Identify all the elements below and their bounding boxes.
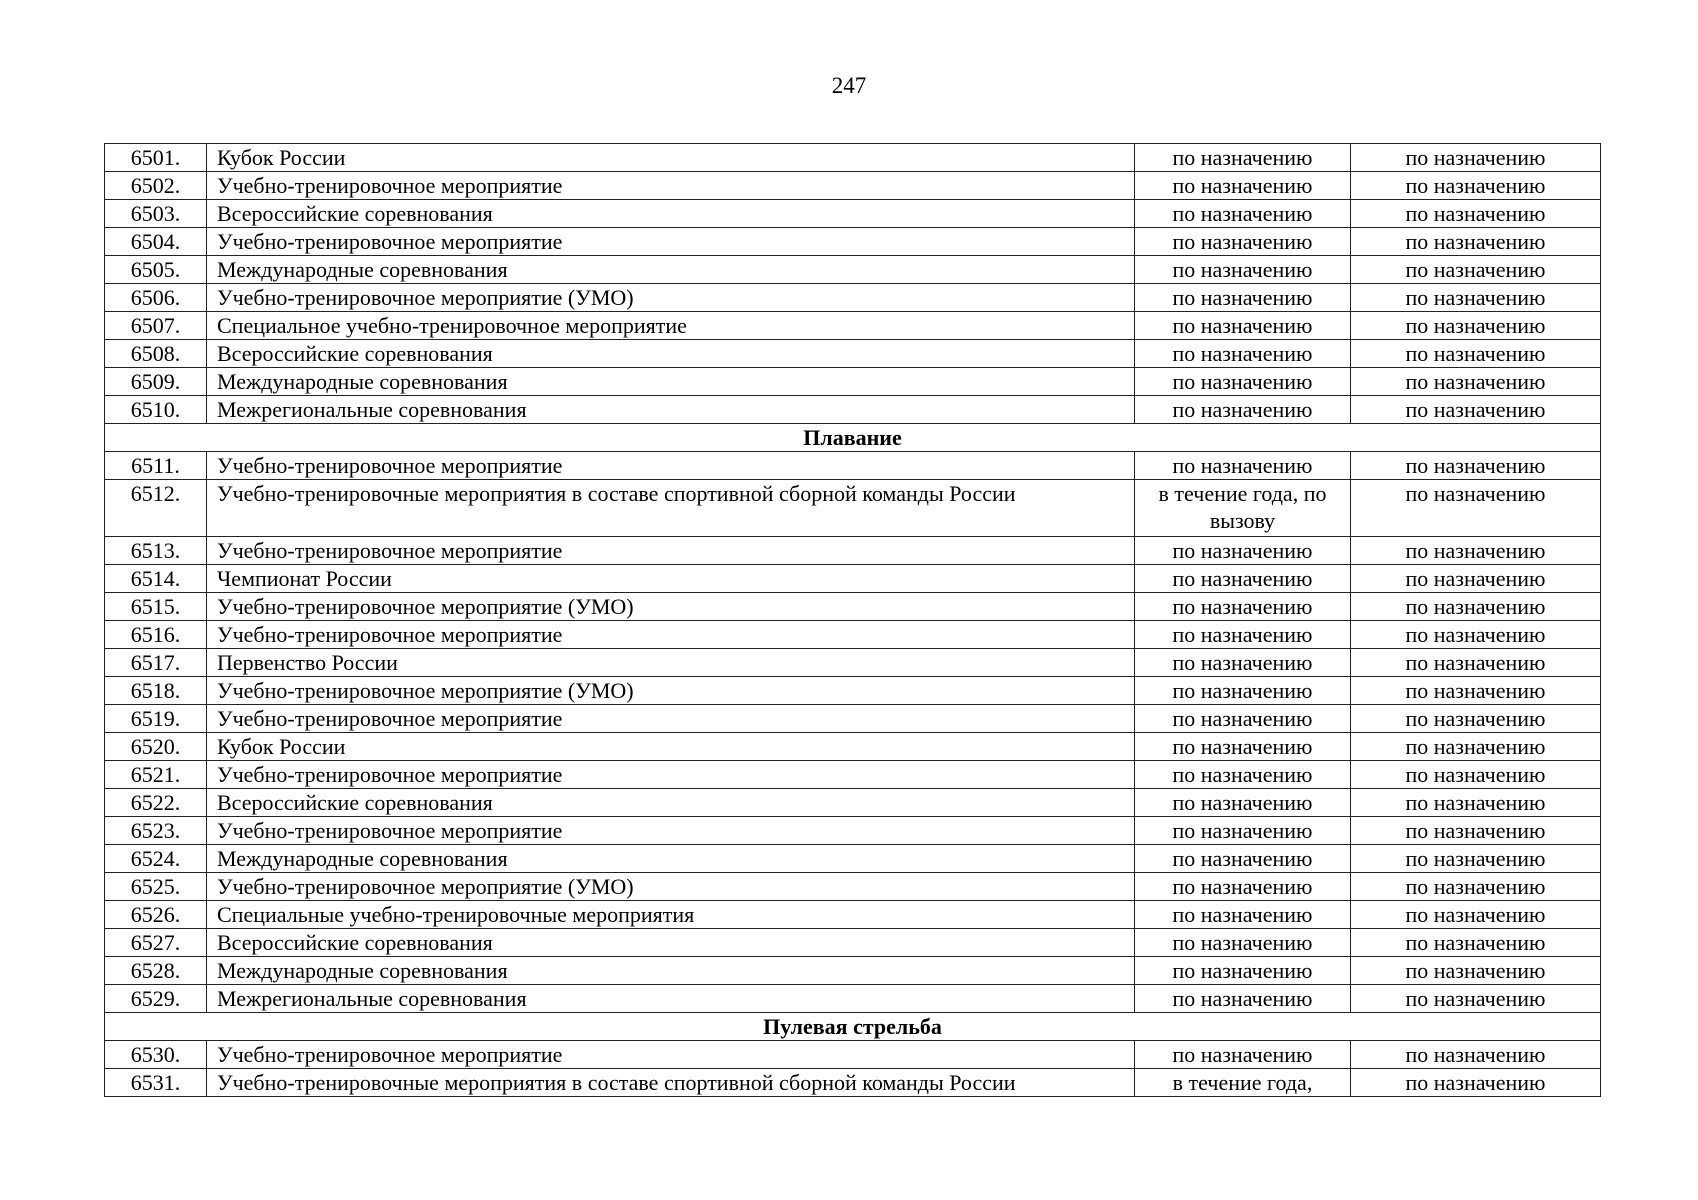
- event-date: по назначению: [1135, 340, 1351, 368]
- row-number: 6506.: [105, 284, 207, 312]
- table-body: [105, 144, 1601, 1097]
- event-date: по назначению: [1135, 1041, 1351, 1069]
- event-name: Межрегиональные соревнования: [207, 985, 1135, 1013]
- event-name: Учебно-тренировочное мероприятие: [207, 621, 1135, 649]
- table-row: [105, 480, 1601, 537]
- row-number: 6510.: [105, 396, 207, 424]
- section-header-row: [105, 1013, 1601, 1041]
- event-place: по назначению: [1351, 985, 1601, 1013]
- row-number: 6508.: [105, 340, 207, 368]
- table-row: [105, 761, 1601, 789]
- row-number: 6514.: [105, 565, 207, 593]
- row-number: 6509.: [105, 368, 207, 396]
- row-number: 6517.: [105, 649, 207, 677]
- event-name: Учебно-тренировочное мероприятие: [207, 761, 1135, 789]
- row-number: 6528.: [105, 957, 207, 985]
- table-row: [105, 537, 1601, 565]
- event-name: Чемпионат России: [207, 565, 1135, 593]
- row-number: 6519.: [105, 705, 207, 733]
- event-place: по назначению: [1351, 649, 1601, 677]
- row-number: 6501.: [105, 144, 207, 172]
- table-row: [105, 144, 1601, 172]
- event-date: по назначению: [1135, 817, 1351, 845]
- event-date: по назначению: [1135, 705, 1351, 733]
- event-place: по назначению: [1351, 761, 1601, 789]
- event-place: по назначению: [1351, 200, 1601, 228]
- table-row: [105, 452, 1601, 480]
- event-name: Всероссийские соревнования: [207, 929, 1135, 957]
- event-place: по назначению: [1351, 537, 1601, 565]
- table-row: [105, 368, 1601, 396]
- event-place: по назначению: [1351, 789, 1601, 817]
- table-row: [105, 284, 1601, 312]
- event-name: Учебно-тренировочное мероприятие: [207, 817, 1135, 845]
- event-place: по назначению: [1351, 565, 1601, 593]
- table-row: [105, 200, 1601, 228]
- event-name: Международные соревнования: [207, 368, 1135, 396]
- event-date: по назначению: [1135, 144, 1351, 172]
- row-number: 6525.: [105, 873, 207, 901]
- table-row: [105, 256, 1601, 284]
- event-name: Специальное учебно-тренировочное мероприятие: [207, 312, 1135, 340]
- event-place: по назначению: [1351, 312, 1601, 340]
- event-place: по назначению: [1351, 621, 1601, 649]
- event-name: Международные соревнования: [207, 845, 1135, 873]
- event-place: по назначению: [1351, 845, 1601, 873]
- event-date: по назначению: [1135, 593, 1351, 621]
- event-place: по назначению: [1351, 144, 1601, 172]
- row-number: 6522.: [105, 789, 207, 817]
- table-row: [105, 396, 1601, 424]
- event-date: по назначению: [1135, 845, 1351, 873]
- event-place: по назначению: [1351, 705, 1601, 733]
- event-place: по назначению: [1351, 817, 1601, 845]
- event-name: Учебно-тренировочные мероприятия в составе спортивной сборной команды России: [207, 1069, 1135, 1097]
- event-place: по назначению: [1351, 677, 1601, 705]
- event-date: по назначению: [1135, 565, 1351, 593]
- row-number: 6502.: [105, 172, 207, 200]
- section-title: Плавание: [105, 424, 1601, 452]
- event-date: по назначению: [1135, 537, 1351, 565]
- event-name: Первенство России: [207, 649, 1135, 677]
- events-table: [104, 143, 1601, 1097]
- event-date: по назначению: [1135, 985, 1351, 1013]
- row-number: 6512.: [105, 480, 207, 537]
- event-place: по назначению: [1351, 901, 1601, 929]
- event-date: по назначению: [1135, 957, 1351, 985]
- row-number: 6516.: [105, 621, 207, 649]
- row-number: 6529.: [105, 985, 207, 1013]
- event-date: по назначению: [1135, 901, 1351, 929]
- event-date: по назначению: [1135, 649, 1351, 677]
- event-place: по назначению: [1351, 733, 1601, 761]
- event-place: по назначению: [1351, 368, 1601, 396]
- event-date: по назначению: [1135, 929, 1351, 957]
- event-place: по назначению: [1351, 873, 1601, 901]
- table-row: [105, 340, 1601, 368]
- row-number: 6530.: [105, 1041, 207, 1069]
- event-date: по назначению: [1135, 789, 1351, 817]
- table-row: [105, 677, 1601, 705]
- event-name: Учебно-тренировочное мероприятие: [207, 1041, 1135, 1069]
- event-place: по назначению: [1351, 593, 1601, 621]
- event-date: в течение года,: [1135, 1069, 1351, 1097]
- event-place: по назначению: [1351, 1041, 1601, 1069]
- row-number: 6523.: [105, 817, 207, 845]
- row-number: 6515.: [105, 593, 207, 621]
- event-date: по назначению: [1135, 368, 1351, 396]
- event-place: по назначению: [1351, 340, 1601, 368]
- row-number: 6520.: [105, 733, 207, 761]
- event-place: по назначению: [1351, 929, 1601, 957]
- event-name: Учебно-тренировочное мероприятие (УМО): [207, 593, 1135, 621]
- table-row: [105, 649, 1601, 677]
- table-row: [105, 228, 1601, 256]
- event-place: по назначению: [1351, 172, 1601, 200]
- event-name: Учебно-тренировочное мероприятие: [207, 452, 1135, 480]
- table-row: [105, 621, 1601, 649]
- table-row: [105, 985, 1601, 1013]
- row-number: 6518.: [105, 677, 207, 705]
- event-name: Всероссийские соревнования: [207, 200, 1135, 228]
- row-number: 6505.: [105, 256, 207, 284]
- table-row: [105, 817, 1601, 845]
- table-row: [105, 1069, 1601, 1097]
- table-row: [105, 593, 1601, 621]
- event-name: Учебно-тренировочные мероприятия в составе спортивной сборной команды России: [207, 480, 1135, 537]
- event-name: Специальные учебно-тренировочные мероприятия: [207, 901, 1135, 929]
- event-date: по назначению: [1135, 200, 1351, 228]
- event-date: по назначению: [1135, 228, 1351, 256]
- event-name: Международные соревнования: [207, 957, 1135, 985]
- table-row: [105, 172, 1601, 200]
- event-date: по назначению: [1135, 733, 1351, 761]
- row-number: 6511.: [105, 452, 207, 480]
- row-number: 6513.: [105, 537, 207, 565]
- event-date: по назначению: [1135, 873, 1351, 901]
- row-number: 6527.: [105, 929, 207, 957]
- event-name: Учебно-тренировочное мероприятие: [207, 537, 1135, 565]
- event-name: Всероссийские соревнования: [207, 340, 1135, 368]
- event-date: по назначению: [1135, 396, 1351, 424]
- table-row: [105, 705, 1601, 733]
- table-row: [105, 957, 1601, 985]
- table-row: [105, 901, 1601, 929]
- event-place: по назначению: [1351, 480, 1601, 537]
- event-name: Учебно-тренировочное мероприятие (УМО): [207, 873, 1135, 901]
- page-number: 247: [831, 73, 867, 98]
- row-number: 6524.: [105, 845, 207, 873]
- row-number: 6531.: [105, 1069, 207, 1097]
- table-row: [105, 845, 1601, 873]
- event-name: Кубок России: [207, 144, 1135, 172]
- section-title: Пулевая стрельба: [105, 1013, 1601, 1041]
- event-date: в течение года, по вызову: [1135, 480, 1351, 537]
- table-row: [105, 312, 1601, 340]
- event-name: Учебно-тренировочное мероприятие: [207, 172, 1135, 200]
- row-number: 6507.: [105, 312, 207, 340]
- row-number: 6521.: [105, 761, 207, 789]
- event-name: Межрегиональные соревнования: [207, 396, 1135, 424]
- event-name: Учебно-тренировочное мероприятие (УМО): [207, 677, 1135, 705]
- event-date: по назначению: [1135, 312, 1351, 340]
- event-date: по назначению: [1135, 172, 1351, 200]
- event-place: по назначению: [1351, 396, 1601, 424]
- event-date: по назначению: [1135, 256, 1351, 284]
- event-name: Учебно-тренировочное мероприятие (УМО): [207, 284, 1135, 312]
- event-name: Учебно-тренировочное мероприятие: [207, 705, 1135, 733]
- event-place: по назначению: [1351, 957, 1601, 985]
- event-place: по назначению: [1351, 228, 1601, 256]
- event-name: Учебно-тренировочное мероприятие: [207, 228, 1135, 256]
- row-number: 6504.: [105, 228, 207, 256]
- event-name: Кубок России: [207, 733, 1135, 761]
- event-place: по назначению: [1351, 1069, 1601, 1097]
- table-row: [105, 1041, 1601, 1069]
- row-number: 6503.: [105, 200, 207, 228]
- table-row: [105, 789, 1601, 817]
- event-place: по назначению: [1351, 256, 1601, 284]
- event-date: по назначению: [1135, 621, 1351, 649]
- event-date: по назначению: [1135, 677, 1351, 705]
- event-date: по назначению: [1135, 761, 1351, 789]
- table-row: [105, 733, 1601, 761]
- section-header-row: [105, 424, 1601, 452]
- event-date: по назначению: [1135, 452, 1351, 480]
- table-row: [105, 929, 1601, 957]
- event-date: по назначению: [1135, 284, 1351, 312]
- row-number: 6526.: [105, 901, 207, 929]
- table-row: [105, 565, 1601, 593]
- event-name: Международные соревнования: [207, 256, 1135, 284]
- table-row: [105, 873, 1601, 901]
- event-place: по назначению: [1351, 284, 1601, 312]
- event-place: по назначению: [1351, 452, 1601, 480]
- event-name: Всероссийские соревнования: [207, 789, 1135, 817]
